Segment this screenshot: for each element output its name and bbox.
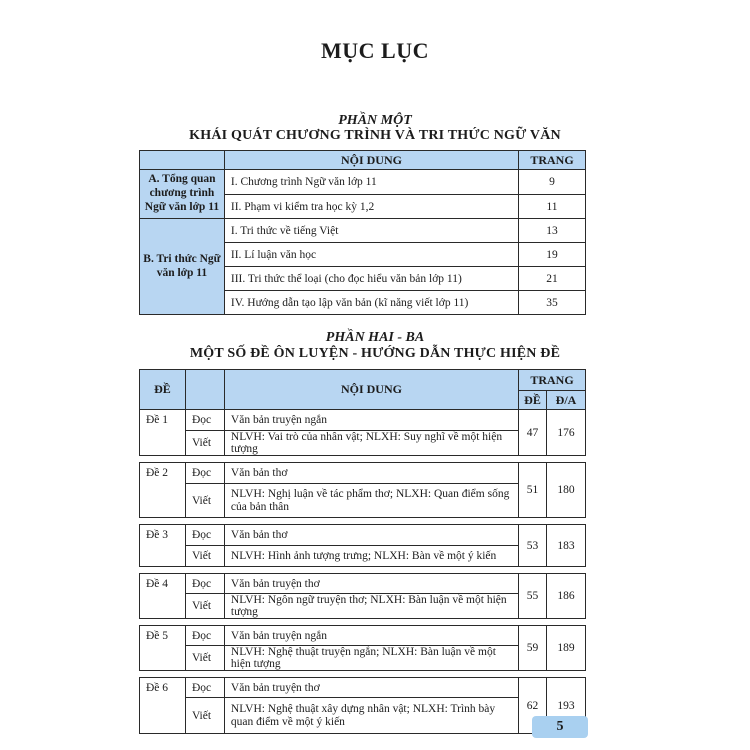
part1-title: KHÁI QUÁT CHƯƠNG TRÌNH VÀ TRI THỨC NGỮ VĂN <box>189 128 561 143</box>
exam-reading: Văn bản truyện thơ <box>224 678 518 698</box>
exam-page: 47 <box>519 410 547 456</box>
part1-toc-table <box>139 150 586 315</box>
table-header-content: NỘI DUNG <box>224 370 518 410</box>
table-row <box>140 574 586 594</box>
table-row <box>140 678 586 698</box>
group-label: B. Tri thức Ngữ văn lớp 11 <box>140 219 225 315</box>
answer-page: 189 <box>547 626 586 671</box>
skill-label: Viết <box>185 484 224 518</box>
skill-label: Đọc <box>185 463 224 484</box>
exam-reading: Văn bản truyện ngắn <box>224 626 518 646</box>
table-header-blank <box>140 151 225 170</box>
toc-entry: III. Tri thức thể loại (cho đọc hiểu văn bản lớp 11) <box>224 267 518 291</box>
toc-entry: II. Phạm vi kiểm tra học kỳ 1,2 <box>224 195 518 219</box>
part2-title: MỘT SỐ ĐỀ ÔN LUYỆN - HƯỚNG DẪN THỰC HIỆN ĐỀ <box>189 346 561 361</box>
table-row <box>140 219 586 243</box>
table-header-page: TRANG <box>519 370 586 391</box>
table-header-page: TRANG <box>519 151 586 170</box>
table-header-page-exam: ĐỀ <box>519 391 547 410</box>
toc-page: 11 <box>519 195 586 219</box>
part2-toc-table <box>139 369 586 734</box>
page-title: MỤC LỤC <box>321 38 429 63</box>
exam-page: 59 <box>519 626 547 671</box>
exam-name: Đề 1 <box>140 410 186 456</box>
part1-label: PHẦN MỘT <box>338 113 412 128</box>
toc-page: 19 <box>519 243 586 267</box>
exam-page: 55 <box>519 574 547 619</box>
toc-entry: I. Tri thức về tiếng Việt <box>224 219 518 243</box>
skill-label: Viết <box>185 646 224 671</box>
table-header-content: NỘI DUNG <box>224 151 518 170</box>
table-row <box>140 170 586 195</box>
answer-page: 176 <box>547 410 586 456</box>
skill-label: Đọc <box>185 678 224 698</box>
answer-page: 183 <box>547 525 586 567</box>
exam-writing: NLVH: Nghệ thuật truyện ngắn; NLXH: Bàn luận về một hiện tượng <box>224 646 518 671</box>
skill-label: Viết <box>185 431 224 456</box>
exam-writing: NLVH: Ngôn ngữ truyện thơ; NLXH: Bàn luận về một hiện tượng <box>224 594 518 619</box>
exam-reading: Văn bản thơ <box>224 525 518 546</box>
exam-name: Đề 4 <box>140 574 186 619</box>
exam-writing: NLVH: Vai trò của nhân vật; NLXH: Suy nghĩ về một hiện tượng <box>224 431 518 456</box>
exam-reading: Văn bản truyện thơ <box>224 574 518 594</box>
table-header-exam: ĐỀ <box>140 370 186 410</box>
answer-page: 193 <box>547 678 586 734</box>
toc-entry: I. Chương trình Ngữ văn lớp 11 <box>224 170 518 195</box>
toc-entry: IV. Hướng dẫn tạo lập văn bản (kĩ năng viết lớp 11) <box>224 291 518 315</box>
skill-label: Viết <box>185 546 224 567</box>
table-row <box>140 410 586 431</box>
table-row <box>140 463 586 484</box>
exam-name: Đề 6 <box>140 678 186 734</box>
part2-label: PHẦN HAI - BA <box>325 330 425 345</box>
skill-label: Đọc <box>185 626 224 646</box>
group-label: A. Tổng quan chương trình Ngữ văn lớp 11 <box>140 170 225 219</box>
page-number: 5 <box>532 716 588 738</box>
exam-reading: Văn bản thơ <box>224 463 518 484</box>
exam-writing: NLVH: Nghị luận về tác phẩm thơ; NLXH: Quan điểm sống của bản thân <box>224 484 518 518</box>
exam-name: Đề 2 <box>140 463 186 518</box>
exam-name: Đề 5 <box>140 626 186 671</box>
exam-writing: NLVH: Nghệ thuật xây dựng nhân vật; NLXH: Trình bày quan điểm về một ý kiến <box>224 698 518 734</box>
toc-page: 13 <box>519 219 586 243</box>
answer-page: 180 <box>547 463 586 518</box>
exam-page: 51 <box>519 463 547 518</box>
skill-label: Đọc <box>185 525 224 546</box>
exam-page: 53 <box>519 525 547 567</box>
skill-label: Viết <box>185 594 224 619</box>
toc-entry: II. Lí luận văn học <box>224 243 518 267</box>
toc-page: 9 <box>519 170 586 195</box>
skill-label: Đọc <box>185 410 224 431</box>
exam-reading: Văn bản truyện ngắn <box>224 410 518 431</box>
skill-label: Đọc <box>185 574 224 594</box>
exam-name: Đề 3 <box>140 525 186 567</box>
table-header-page-answer: Đ/A <box>547 391 586 410</box>
skill-label: Viết <box>185 698 224 734</box>
table-row <box>140 626 586 646</box>
table-header-skill <box>185 370 224 410</box>
toc-page: 21 <box>519 267 586 291</box>
toc-page: 35 <box>519 291 586 315</box>
answer-page: 186 <box>547 574 586 619</box>
exam-page: 62 <box>519 678 547 734</box>
table-row <box>140 525 586 546</box>
exam-writing: NLVH: Hình ảnh tượng trưng; NLXH: Bàn về một ý kiến <box>224 546 518 567</box>
